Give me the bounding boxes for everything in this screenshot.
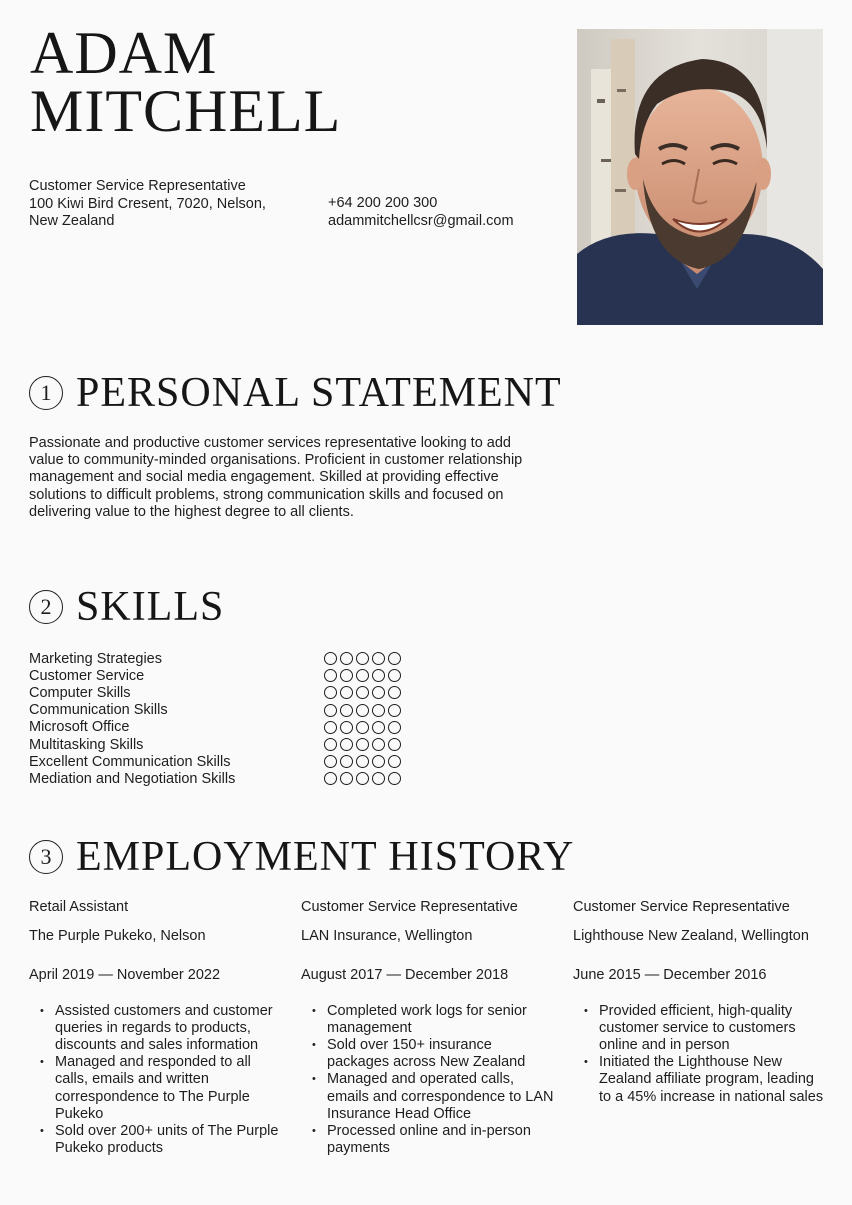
rating-circle-icon xyxy=(388,738,401,751)
rating-circle-icon xyxy=(372,738,385,751)
job-bullet: • Initiated the Lighthouse New Zealand affiliate program, leading to a 45% increase in national sales xyxy=(573,1054,828,1106)
section-number: 1 xyxy=(29,376,63,410)
contact-left xyxy=(29,178,309,231)
skill-rating xyxy=(324,686,401,699)
job-bullets xyxy=(573,1003,828,1106)
rating-circle-icon xyxy=(372,721,385,734)
email-address: adammitchellcsr@gmail.com xyxy=(328,212,514,229)
rating-circle-icon xyxy=(388,704,401,717)
section-number: 3 xyxy=(29,840,63,874)
job-bullets xyxy=(29,1003,284,1158)
candidate-name xyxy=(30,20,342,144)
skill-rating xyxy=(324,704,401,717)
skill-row xyxy=(29,702,409,719)
rating-circle-icon xyxy=(372,652,385,665)
rating-circle-icon xyxy=(372,669,385,682)
skill-name: Computer Skills xyxy=(29,684,131,701)
rating-circle-icon xyxy=(340,772,353,785)
skill-row xyxy=(29,736,409,753)
skill-rating xyxy=(324,721,401,734)
rating-circle-icon xyxy=(340,652,353,665)
skills-list xyxy=(29,650,409,788)
rating-circle-icon xyxy=(324,686,337,699)
section-title: SKILLS xyxy=(76,584,225,630)
section-title: EMPLOYMENT HISTORY xyxy=(76,834,575,880)
name-first: ADAM xyxy=(30,20,218,86)
name-last: MITCHELL xyxy=(30,78,342,144)
job-bullet: • Managed and responded to all calls, emails and written correspondence to The Purple Pukeko xyxy=(29,1054,284,1123)
rating-circle-icon xyxy=(388,686,401,699)
job-bullet: • Sold over 150+ insurance packages across New Zealand xyxy=(301,1037,556,1071)
skill-row xyxy=(29,684,409,701)
job-bullet: • Provided efficient, high-quality customer service to customers online and in person xyxy=(573,1003,828,1055)
rating-circle-icon xyxy=(356,669,369,682)
rating-circle-icon xyxy=(388,755,401,768)
rating-circle-icon xyxy=(340,669,353,682)
job-title: Customer Service Representative xyxy=(301,899,518,915)
job-company: Lighthouse New Zealand, Wellington xyxy=(573,928,809,945)
rating-circle-icon xyxy=(372,772,385,785)
skill-name: Microsoft Office xyxy=(29,719,130,736)
rating-circle-icon xyxy=(340,721,353,734)
skill-name: Communication Skills xyxy=(29,702,168,719)
job-company: LAN Insurance, Wellington xyxy=(301,928,473,945)
rating-circle-icon xyxy=(324,652,337,665)
rating-circle-icon xyxy=(324,669,337,682)
job-title: Retail Assistant xyxy=(29,899,129,915)
rating-circle-icon xyxy=(356,704,369,717)
phone-number: +64 200 200 300 xyxy=(328,195,438,211)
rating-circle-icon xyxy=(388,721,401,734)
rating-circle-icon xyxy=(340,704,353,717)
rating-circle-icon xyxy=(356,686,369,699)
rating-circle-icon xyxy=(356,772,369,785)
rating-circle-icon xyxy=(388,652,401,665)
section-heading-employment xyxy=(29,833,574,881)
rating-circle-icon xyxy=(340,738,353,751)
section-heading-statement xyxy=(29,369,562,417)
job-entry xyxy=(573,899,828,1106)
skill-name: Multitasking Skills xyxy=(29,736,144,753)
skill-row xyxy=(29,667,409,684)
job-title: Customer Service Representative xyxy=(573,899,790,915)
rating-circle-icon xyxy=(372,686,385,699)
skill-name: Marketing Strategies xyxy=(29,650,162,667)
job-bullet: • Processed online and in-person payments xyxy=(301,1123,556,1157)
job-dates: August 2017 — December 2018 xyxy=(301,967,509,984)
job-bullet: • Managed and operated calls, emails and correspondence to LAN Insurance Head Office xyxy=(301,1071,556,1123)
rating-circle-icon xyxy=(324,704,337,717)
skill-rating xyxy=(324,669,401,682)
rating-circle-icon xyxy=(372,704,385,717)
job-dates: April 2019 — November 2022 xyxy=(29,967,221,984)
rating-circle-icon xyxy=(356,755,369,768)
contact-right xyxy=(328,195,514,230)
skill-name: Customer Service xyxy=(29,667,145,684)
section-heading-skills xyxy=(29,583,224,631)
section-number: 2 xyxy=(29,590,63,624)
rating-circle-icon xyxy=(356,721,369,734)
rating-circle-icon xyxy=(324,755,337,768)
rating-circle-icon xyxy=(340,686,353,699)
skill-row xyxy=(29,753,409,770)
job-bullet: • Sold over 200+ units of The Purple Pukeko products xyxy=(29,1123,284,1157)
skill-rating xyxy=(324,738,401,751)
job-dates: June 2015 — December 2016 xyxy=(573,967,767,984)
job-entry xyxy=(301,899,556,1157)
skill-name: Mediation and Negotiation Skills xyxy=(29,770,236,787)
portrait-illustration xyxy=(577,29,823,325)
profile-photo xyxy=(577,29,823,325)
job-bullet: • Assisted customers and customer queries in regards to products, discounts and sales information xyxy=(29,1003,284,1055)
rating-circle-icon xyxy=(324,772,337,785)
personal-statement-text: Passionate and productive customer services representative looking to add value to community-minded organisations. Proficient in customer relationship management and social media engagement. Skilled at providing effective solutions to difficult problems, strong communication skills and focused on delivering value to the highest degree to all clients. xyxy=(29,435,523,520)
skill-rating xyxy=(324,772,401,785)
rating-circle-icon xyxy=(340,755,353,768)
rating-circle-icon xyxy=(324,738,337,751)
job-company: The Purple Pukeko, Nelson xyxy=(29,928,206,945)
skill-row xyxy=(29,770,409,787)
rating-circle-icon xyxy=(372,755,385,768)
job-role: Customer Service Representative xyxy=(29,178,246,194)
job-bullet: • Completed work logs for senior management xyxy=(301,1003,556,1037)
skill-row xyxy=(29,650,409,667)
job-entry xyxy=(29,899,284,1157)
address-line-1: 100 Kiwi Bird Cresent, 7020, Nelson, xyxy=(29,195,266,212)
section-title: PERSONAL STATEMENT xyxy=(76,370,562,416)
rating-circle-icon xyxy=(388,772,401,785)
rating-circle-icon xyxy=(356,652,369,665)
rating-circle-icon xyxy=(388,669,401,682)
skill-name: Excellent Communication Skills xyxy=(29,753,231,770)
rating-circle-icon xyxy=(356,738,369,751)
rating-circle-icon xyxy=(324,721,337,734)
skill-rating xyxy=(324,652,401,665)
skill-rating xyxy=(324,755,401,768)
job-bullets xyxy=(301,1003,556,1158)
skill-row xyxy=(29,719,409,736)
address-line-2: New Zealand xyxy=(29,213,115,229)
